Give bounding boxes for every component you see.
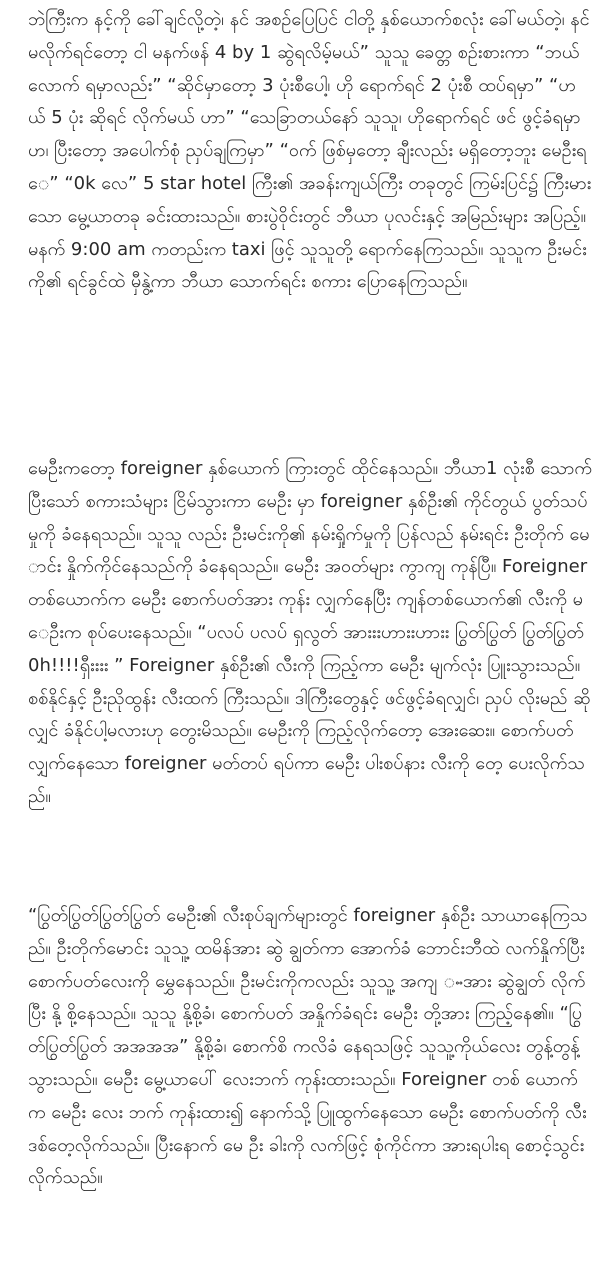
paragraph: ဘဲကြီးက နင့်ကို ခေါ်ချင်လို့တဲ့၊ နင် အစဉ်ပြေပြင် ငါတို့ နှစ်ယောက်စလုံး ခေါ်မယ်တဲ့၊ နင် မလိုက်ရင်တော့ ငါ မနက်ဖန် 4 by 1 ဆွဲရလိမ့်မယ်” သူသူ ခေတ္တ စဉ်းစားကာ “ဘယ်လောက် ရမှာလည်း” “ဆိုင်မှာတော့ 3 ပုံးစီပေါ့၊ ဟို ရောက်ရင် 2 ပုံးစီ ထပ်ရမှာ” “ဟယ် 5 ပုံး ဆိုရင် လိုက်မယ် ဟာ” “သေခြာတယ်နော် သူသူ၊ ဟိုရောက်ရင် ဖင် ဖွင့်ခံရမှာ ဟ၊ ပြီးတော့ အပေါက်စုံ ညှပ်ချကြမှာ” “ဝက် ဖြစ်မှတော့ ချီးလည်း မရှိတော့ဘူး မေဦးရေ” “0k လေ” 5 star hotel ကြီး၏ အခန်းကျယ်ကြီး တခုတွင် ကြမ်းပြင်၌ ကြီးမားသော မွေ့ယာတခု ခင်းထားသည်။ စားပွဲဝိုင်းတွင် ဘီယာ ပုလင်းနှင့် အမြည်းများ အပြည့်။ မနက် 9:00 am ကတည်းက taxi ဖြင့် သူသူတို့ ရောက်နေကြသည်။ သူသူက ဦးမင်းကို၏ ရင်ခွင်ထဲ မှီနွဲ့ကာ ဘီယာ သောက်ရင်း စကား ပြောနေကြသည်။: [28, 9, 592, 293]
paragraph: မေဦးကတော့ foreigner နှစ်ယောက် ကြားတွင် ထိုင်နေသည်။ ဘီယာ1 လုံးစီ သောက်ပြီးသော် စကားသံများ ငြိမ်သွားကာ မေဦး မှာ foreigner နှစ်ဦး၏ ကိုင်တွယ် ပွတ်သပ်မှုကို ခံနေရသည်။ သူသူ လည်း ဦးမင်းကို၏ နမ်းရှိုက်မှုကို ပြန်လည် နမ်းရင်း ဦးတိုက် မောင်း နှိုက်ကိုင်နေသည်ကို ခံနေရသည်။ မေဦး အဝတ်များ ကွာကျ ကုန်ပြီ။ Foreigner တစ်ယောက်က မေဦး စောက်ပတ်အား ကုန်း လျှက်နေပြီး ကျန်တစ်ယောက်၏ လီးကို မေဦးက စုပ်ပေးနေသည်။ “ပလပ် ပလပ် ရှလွတ် အားးးဟားးဟားး ပြွတ်ပြွတ် ပြွတ်ပြွတ် 0h!!!!ရှီးးးး ” Foreigner နှစ်ဦး၏ လီးကို ကြည့်ကာ မေဦး မျက်လုံး ပြူးသွားသည်။ စစ်နိုင်နှင့် ဦးညိုထွန်း လီးထက် ကြီးသည်။ ဒါကြီးတွေနှင့် ဖင်ဖွင့်ခံရလျှင်၊ ညှပ် လိုးမည် ဆိုလျှင် ခံနိုင်ပါ့မလားဟု တွေးမိသည်။ မေဦးကို ကြည့်လိုက်တော့ အေးဆေး။ စောက်ပတ် လျှက်နေသော foreigner မတ်တပ် ရပ်ကာ မေဦး ပါးစပ်နား လီးကို တေ့ ပေးလိုက်သည်။: [28, 458, 592, 807]
paragraph: “ပြွတ်ပြွတ်ပြွတ်ပြွတ် မေဦး၏ လီးစုပ်ချက်များတွင် foreigner နှစ်ဦး သာယာနေကြသည်။ ဦးတိုက်မောင်း သူသူ့ ထမိန်အား ဆွဲ ချွတ်ကာ အောက်ခံ ဘောင်းဘီထဲ လက်နှိုက်ပြီး စောက်ပတ်လေးကို မွှေနေသည်။ ဦးမင်းကိုကလည်း သူသူ့ အကျ ႌအား ဆွဲချွတ် လိုက်ပြီး နို့ စို့နေသည်။ သူသူ နို့စို့ခံ၊ စောက်ပတ် အနှိုက်ခံရင်း မေဦး တို့အား ကြည့်နေ၏။ “ပြွတ်ပြွတ်ပြွတ် အအအအ” နို့စို့ခံ၊ စောက်စိ ကလိခံ နေရသဖြင့် သူသူ့ကိုယ်လေး တွန့်တွန့်သွားသည်။ မေဦး မွေ့ယာပေါ် လေးဘက် ကုန်းထားသည်။ Foreigner တစ် ယောက်က မေဦး လေး ဘက် ကုန်းထား၍ နောက်သို့ ပြူထွက်နေသော မေဦး စောက်ပတ်ကို လီးဒစ်တေ့လိုက်သည်။ ပြီးနောက် မေ ဦး ခါးကို လက်ဖြင့် စုံကိုင်ကာ အားရပါးရ စောင့်သွင်းလိုက်သည်။: [28, 905, 588, 1189]
